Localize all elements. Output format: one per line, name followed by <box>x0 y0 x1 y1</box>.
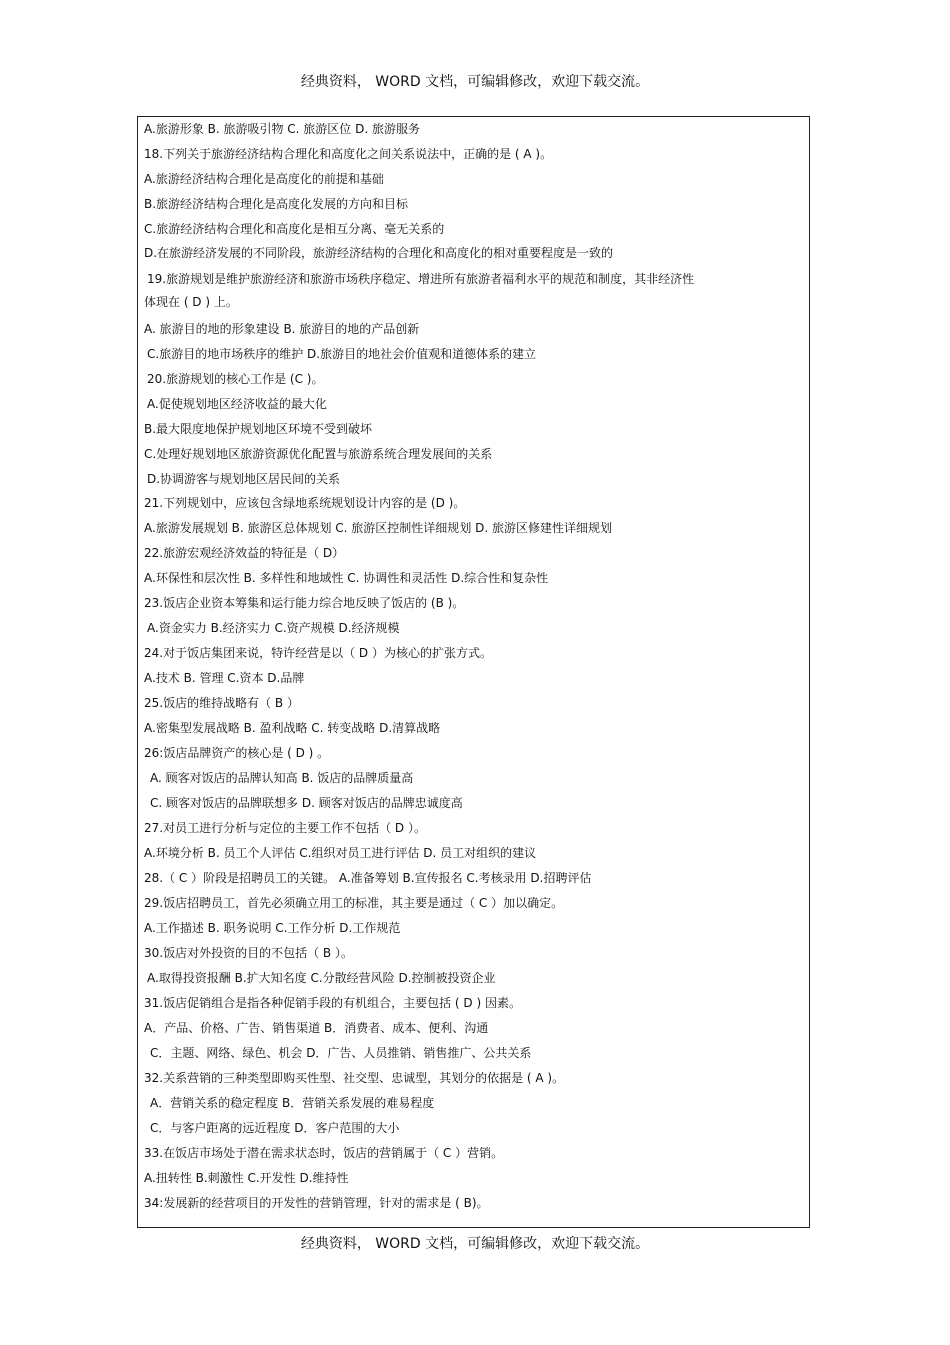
question-line: A.旅游经济结构合理化是高度化的前提和基础 <box>144 172 384 186</box>
question-line: A.取得投资报酬 B.扩大知名度 C.分散经营风险 D.控制被投资企业 <box>147 971 496 985</box>
question-line: A. 旅游目的地的形象建设 B. 旅游目的地的产品创新 <box>144 322 420 336</box>
question-line: 27.对员工进行分析与定位的主要工作不包括（ D ）。 <box>144 821 426 835</box>
question-line: A.工作描述 B. 职务说明 C.工作分析 D.工作规范 <box>144 921 401 935</box>
question-line: A. 顾客对饭店的品牌认知高 B. 饭店的品牌质量高 <box>150 771 414 785</box>
question-line: C.旅游目的地市场秩序的维护 D.旅游目的地社会价值观和道德体系的建立 <box>147 347 537 361</box>
page-header: 经典资料， WORD 文档，可编辑修改，欢迎下载交流。 <box>300 74 650 90</box>
question-line: B.旅游经济结构合理化是高度化发展的方向和目标 <box>144 197 409 211</box>
question-line: C. 顾客对饭店的品牌联想多 D. 顾客对饭店的品牌忠诚度高 <box>150 796 463 810</box>
question-line: 24.对于饭店集团来说，特许经营是以（ D ）为核心的扩张方式。 <box>144 646 492 660</box>
question-line: 28.（ C ）阶段是招聘员工的关键。 A.准备筹划 B.宣传报名 C.考核录用 D.招聘评估 <box>144 871 592 885</box>
question-line: A.旅游发展规划 B. 旅游区总体规划 C. 旅游区控制性详细规划 D. 旅游区修建性详细规划 <box>144 521 612 535</box>
question-line: A.旅游形象 B. 旅游吸引物 C. 旅游区位 D. 旅游服务 <box>144 122 420 136</box>
question-line: A．营销关系的稳定程度 B．营销关系发展的难易程度 <box>150 1096 435 1110</box>
question-line: 19.旅游规划是维护旅游经济和旅游市场秩序稳定、增进所有旅游者福利水平的规范和制度，其非经济性 <box>147 272 695 286</box>
question-line: D.在旅游经济发展的不同阶段，旅游经济结构的合理化和高度化的相对重要程度是一致的 <box>144 246 614 260</box>
question-line: A.扭转性 B.刺激性 C.开发性 D.维持性 <box>144 1171 349 1185</box>
question-line: 体现在 ( D ) 上。 <box>144 295 238 309</box>
question-line: 25.饭店的维持战略有（ B ） <box>144 696 299 710</box>
question-line: 18.下列关于旅游经济结构合理化和高度化之间关系说法中，正确的是 ( A )。 <box>144 147 553 161</box>
question-box <box>137 116 810 1228</box>
question-line: 31.饭店促销组合是指各种促销手段的有机组合，主要包括 ( D ) 因素。 <box>144 996 521 1010</box>
question-line: 21.下列规划中，应该包含绿地系统规划设计内容的是 (D )。 <box>144 496 466 510</box>
question-line: A.环境分析 B. 员工个人评估 C.组织对员工进行评估 D. 员工对组织的建议 <box>144 846 537 860</box>
question-line: C.处理好规划地区旅游资源优化配置与旅游系统合理发展间的关系 <box>144 447 493 461</box>
question-line: A.促使规划地区经济收益的最大化 <box>147 397 327 411</box>
question-line: D.协调游客与规划地区居民间的关系 <box>147 472 341 486</box>
question-line: C．主题、网络、绿色、机会 D．广告、人员推销、销售推广、公共关系 <box>150 1046 532 1060</box>
question-line: A．产品、价格、广告、销售渠道 B．消费者、成本、便利、沟通 <box>144 1021 489 1035</box>
page-footer: 经典资料， WORD 文档，可编辑修改，欢迎下载交流。 <box>300 1236 650 1252</box>
question-line: 29.饭店招聘员工，首先必须确立用工的标准，其主要是通过（ C ）加以确定。 <box>144 896 564 910</box>
question-line: 26:饭店品牌资产的核心是 ( D ) 。 <box>144 746 330 760</box>
question-line: C.旅游经济结构合理化和高度化是相互分离、毫无关系的 <box>144 222 445 236</box>
question-line: 34:发展新的经营项目的开发性的营销管理，针对的需求是 ( B)。 <box>144 1196 489 1210</box>
question-line: A.密集型发展战略 B. 盈利战略 C. 转变战略 D.清算战略 <box>144 721 441 735</box>
question-line: C．与客户距离的远近程度 D．客户范围的大小 <box>150 1121 400 1135</box>
question-line: A.技术 B. 管理 C.资本 D.品牌 <box>144 671 305 685</box>
question-line: A.资金实力 B.经济实力 C.资产规模 D.经济规模 <box>147 621 400 635</box>
question-line: 22.旅游宏观经济效益的特征是（ D） <box>144 546 345 560</box>
question-line: 30.饭店对外投资的目的不包括（ B ）。 <box>144 946 353 960</box>
question-line: 33.在饭店市场处于潜在需求状态时，饭店的营销属于（ C ）营销。 <box>144 1146 504 1160</box>
question-line: A.环保性和层次性 B. 多样性和地域性 C. 协调性和灵活性 D.综合性和复杂性 <box>144 571 549 585</box>
question-line: 23.饭店企业资本筹集和运行能力综合地反映了饭店的 (B )。 <box>144 596 465 610</box>
question-line: 20.旅游规划的核心工作是 (C )。 <box>147 372 324 386</box>
question-line: B.最大限度地保护规划地区环境不受到破坏 <box>144 422 373 436</box>
question-line: 32.关系营销的三种类型即购买性型、社交型、忠诚型，其划分的依据是 ( A )。 <box>144 1071 565 1085</box>
